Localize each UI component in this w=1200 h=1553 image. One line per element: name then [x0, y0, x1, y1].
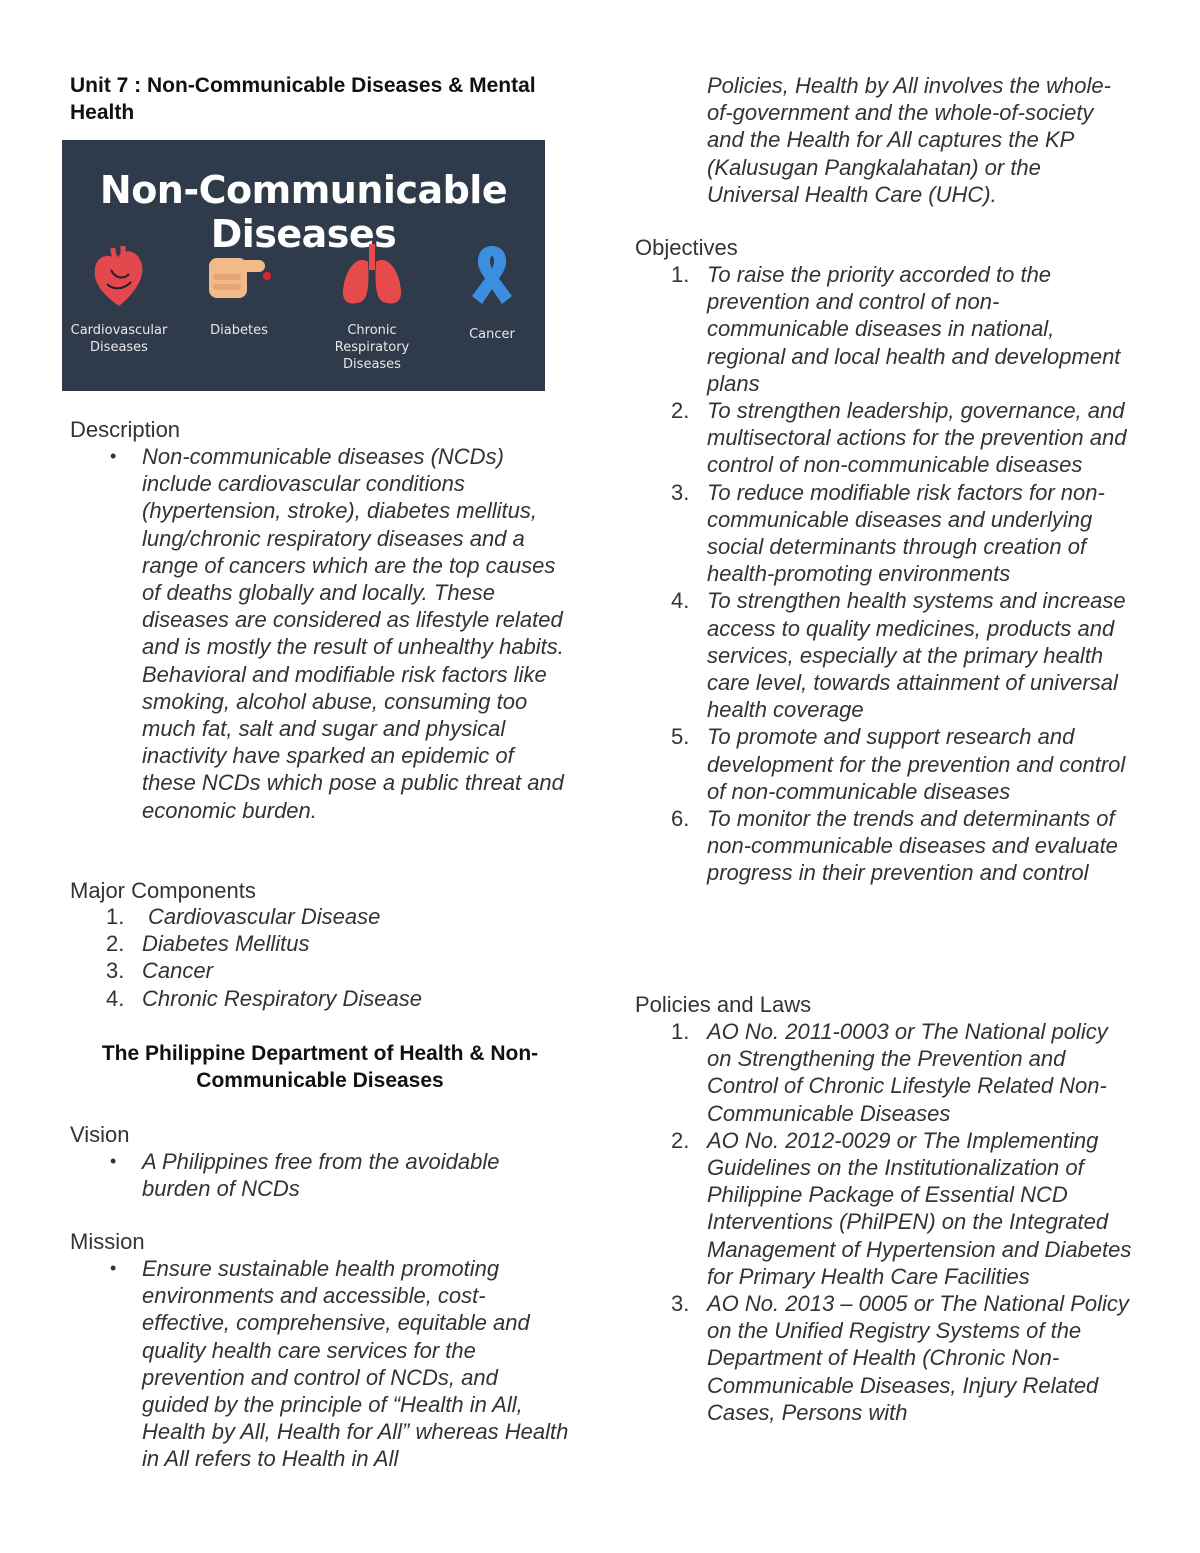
ribbon-icon: [464, 240, 520, 310]
ncd-banner-image: [62, 140, 545, 391]
list-item: 6. To monitor the trends and determinants of non-communicable diseases and evaluate progress in their prevention and control: [671, 806, 1118, 886]
banner-item-respiratory: [312, 240, 432, 373]
list-item: 2. Diabetes Mellitus: [106, 931, 310, 957]
banner-item-diabetes: [184, 240, 294, 339]
vision-list: [70, 1148, 530, 1202]
list-item: 3. AO No. 2013 – 0005 or The National Policy on the Unified Registry Systems of the Department of Health (Chronic Non-Communicable Diseases, Injury Related Cases, Persons with: [671, 1291, 1129, 1425]
banner-label-diabetes: Diabetes: [210, 323, 268, 338]
banner-label-respiratory: Chronic Respiratory Diseases: [334, 323, 410, 372]
list-item: 3. Cancer: [106, 958, 213, 984]
vision-heading: Vision: [70, 1122, 130, 1147]
list-item: 1. To raise the priority accorded to the prevention and control of non-communicable diseases in national, regional and local health and development plans: [671, 262, 1121, 396]
banner-label-cardiovascular: Cardiovascular Diseases: [70, 323, 168, 355]
lungs-icon: [337, 240, 407, 310]
banner-item-cardiovascular: [64, 240, 174, 356]
objectives-list: [635, 261, 1135, 887]
mission-continuation: Policies, Health by All involves the whole-of-government and the whole-of-society and the Health for All captures the KP (Kalusugan Pangkalahatan) or the Universal Health Care (UHC).: [707, 73, 1111, 207]
mission-text: • Ensure sustainable health promoting environments and accessible, cost-effective, comprehensive, equitable and quality health care services for the prevention and control of NCDs, and guided by the principle of “Health in All, Health by All, Health for All” whereas Health in All refers to Health in All: [70, 1255, 570, 1473]
banner-label-cancer: Cancer: [469, 327, 515, 342]
list-item: 4. To strengthen health systems and increase access to quality medicines, products and services, especially at the primary health care level, towards attainment of universal health coverage: [671, 588, 1126, 723]
page-title: Unit 7 : Non-Communicable Diseases & Mental Health: [70, 74, 536, 124]
doh-heading: The Philippine Department of Health & Non-Communicable Diseases: [101, 1042, 539, 1092]
vision-text: • A Philippines free from the avoidable burden of NCDs: [70, 1148, 530, 1202]
heart-icon: [89, 240, 149, 310]
list-item: 3. To reduce modifiable risk factors for non-communicable diseases and underlying social determinants through creation of health-promoting environments: [671, 479, 1105, 587]
finger-prick-icon: [203, 240, 275, 310]
policies-list: [635, 1018, 1135, 1426]
description-heading: Description: [70, 417, 181, 442]
description-text: • Non-communicable diseases (NCDs) include cardiovascular conditions (hypertension, stroke), diabetes mellitus, lung/chronic respiratory diseases and a range of cancers which are the top causes of deaths globally and locally. These diseases are considered as lifestyle related and is mostly the result of unhealthy habits. Behavioral and modifiable risk factors like smoking, alcohol abuse, consuming too much fat, salt and sugar and physical inactivity have sparked an epidemic of these NCDs which pose a public threat and economic burden.: [70, 443, 570, 824]
list-item: 1. AO No. 2011-0003 or The National policy on Strengthening the Prevention and Control of Chronic Lifestyle Related Non-Communicable Diseases: [671, 1019, 1108, 1126]
major-components-heading: Major Components: [70, 878, 256, 903]
policies-heading: Policies and Laws: [635, 992, 812, 1017]
list-item: 5. To promote and support research and development for the prevention and control of non-communicable diseases: [671, 724, 1126, 804]
objectives-heading: Objectives: [635, 235, 738, 260]
list-item: 4. Chronic Respiratory Disease: [106, 985, 422, 1011]
major-components-list: [70, 903, 570, 1012]
mission-list: [70, 1255, 570, 1473]
banner-title: Non-Communicable Diseases: [99, 168, 508, 256]
list-item: 2. AO No. 2012-0029 or The Implementing Guidelines on the Institutionalization of Philippine Package of Essential NCD Interventions (PhilPEN) on the Integrated Management of Hypertension and Diabetes for Primary Health Care Facilities: [671, 1127, 1132, 1289]
list-item: 2. To strengthen leadership, governance, and multisectoral actions for the prevention and control of non-communicable diseases: [671, 398, 1127, 478]
list-item: 1. Cardiovascular Disease: [106, 904, 381, 929]
banner-item-cancer: [442, 240, 542, 343]
description-list: [70, 443, 570, 824]
mission-heading: Mission: [70, 1229, 145, 1254]
